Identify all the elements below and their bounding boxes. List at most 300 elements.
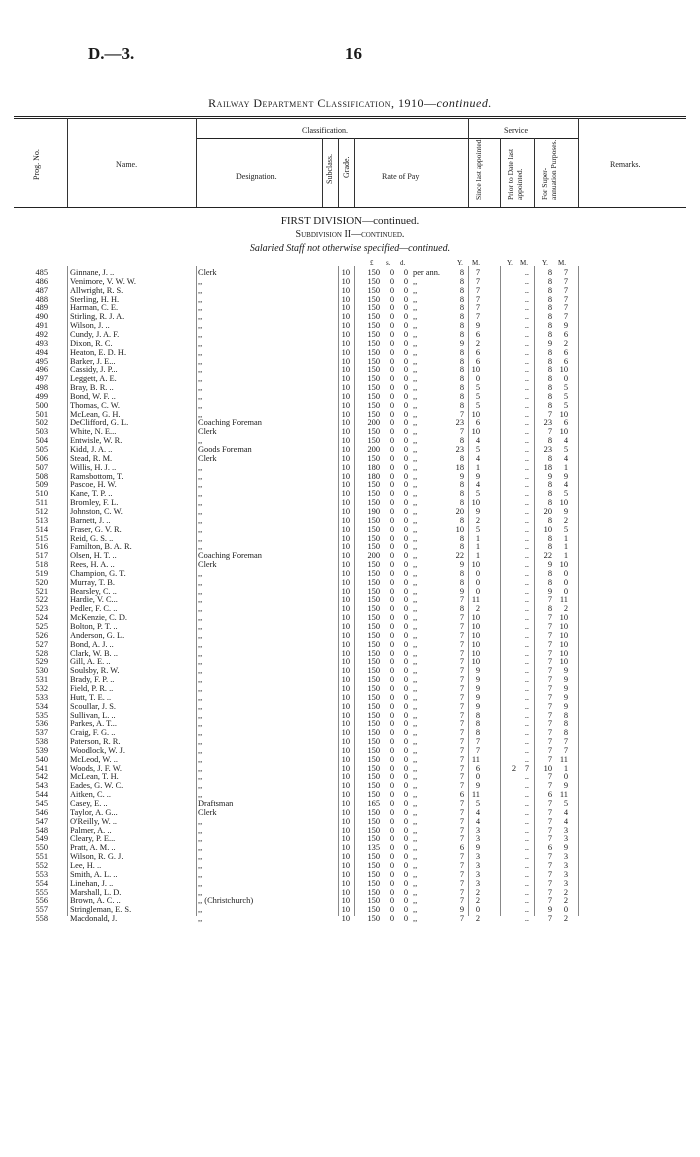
designation-cell: ,, — [198, 613, 203, 623]
super-months: 9 — [563, 692, 568, 702]
subclass-cell: 10 — [341, 710, 350, 720]
designation-cell: ,, — [198, 480, 203, 490]
designation-cell: ,, — [198, 630, 203, 640]
designation-cell: ,, — [198, 347, 203, 357]
name-cell: Allwright, R. S. — [70, 285, 124, 295]
pay-pounds: 150 — [367, 409, 380, 419]
pay-pence: 0 — [403, 285, 408, 295]
designation-cell: ,, — [198, 374, 203, 384]
pay-pence: 0 — [403, 887, 408, 897]
header-top-rule — [14, 116, 686, 117]
pay-period: ,, — [413, 710, 418, 720]
subclass-cell: 10 — [341, 816, 350, 826]
table-row — [0, 790, 700, 799]
pay-pounds: 150 — [367, 719, 380, 729]
since-years: 7 — [459, 683, 464, 693]
prog-no: 506 — [35, 453, 48, 463]
pay-shillings: 0 — [389, 427, 394, 437]
pay-pence: 0 — [403, 445, 408, 454]
since-years: 9 — [459, 905, 464, 915]
pay-pounds: 150 — [367, 400, 380, 410]
super-months: 8 — [563, 710, 568, 720]
pay-period: ,, — [413, 374, 418, 384]
super-years: 7 — [547, 878, 552, 888]
since-years: 7 — [459, 710, 464, 720]
since-months: 2 — [475, 896, 480, 906]
service-underline — [468, 138, 578, 139]
pay-pence: 0 — [403, 453, 408, 463]
prog-no: 541 — [35, 763, 48, 773]
pay-shillings: 0 — [389, 294, 394, 304]
subclass-cell: 10 — [341, 347, 350, 357]
since-months: 9 — [475, 471, 480, 481]
since-years: 23 — [455, 445, 464, 454]
pay-period: ,, — [413, 896, 418, 906]
subclass-cell: 10 — [341, 568, 350, 578]
prior-months: .. — [524, 374, 529, 384]
pay-pounds: 150 — [367, 577, 380, 587]
header-top-rule-2 — [14, 118, 686, 119]
since-years: 8 — [459, 604, 464, 614]
prog-no: 545 — [35, 799, 48, 808]
since-years: 7 — [459, 896, 464, 906]
pay-pence: 0 — [403, 400, 408, 410]
pay-shillings: 0 — [389, 595, 394, 605]
pay-shillings: 0 — [389, 321, 394, 331]
pay-period: ,, — [413, 914, 418, 924]
name-cell: Johnston, C. W. — [70, 506, 123, 516]
pay-period: ,, — [413, 480, 418, 490]
since-years: 8 — [459, 400, 464, 410]
subclass-cell: 10 — [341, 542, 350, 552]
designation-cell: ,, — [198, 524, 203, 534]
pay-pounds: 135 — [367, 843, 380, 853]
super-months: 7 — [563, 312, 568, 322]
name-cell: Cassidy, J. P... — [70, 365, 118, 375]
subclass-cell: 10 — [341, 524, 350, 534]
designation-cell: ,, — [198, 737, 203, 747]
subclass-cell: 10 — [341, 763, 350, 773]
hdr-vline-8 — [534, 138, 535, 207]
super-months: 8 — [563, 719, 568, 729]
prior-months: .. — [524, 471, 529, 481]
pay-pence: 0 — [403, 480, 408, 490]
designation-cell: ,, — [198, 586, 203, 596]
name-cell: Bray, B. R. .. — [70, 383, 114, 393]
table-row — [0, 631, 700, 640]
name-cell: Marshall, L. D. — [70, 887, 122, 897]
super-months: 4 — [563, 436, 568, 446]
subclass-cell: 10 — [341, 772, 350, 782]
designation-cell: ,, — [198, 639, 203, 649]
prior-months: .. — [524, 710, 529, 720]
prior-months: .. — [524, 692, 529, 702]
pay-pence: 0 — [403, 825, 408, 835]
pay-pounds: 150 — [367, 763, 380, 773]
super-years: 7 — [547, 595, 552, 605]
subclass-cell: 10 — [341, 551, 350, 561]
pay-shillings: 0 — [389, 568, 394, 578]
pay-pence: 0 — [403, 365, 408, 375]
prior-months: .. — [524, 329, 529, 339]
name-cell: Fraser, G. V. R. — [70, 524, 122, 534]
super-years: 7 — [547, 772, 552, 782]
since-years: 8 — [459, 276, 464, 286]
since-months: 9 — [475, 675, 480, 685]
pay-pounds: 150 — [367, 347, 380, 357]
pay-pence: 0 — [403, 498, 408, 508]
subclass-cell: 10 — [341, 790, 350, 800]
since-years: 7 — [459, 825, 464, 835]
table-row — [0, 357, 700, 366]
subclass-cell: 10 — [341, 276, 350, 286]
pay-shillings: 0 — [389, 772, 394, 782]
super-months: 2 — [563, 338, 568, 348]
super-years: 7 — [547, 737, 552, 747]
pay-period: ,, — [413, 745, 418, 755]
name-cell: Clark, W. B. .. — [70, 648, 118, 658]
prog-no: 539 — [35, 745, 48, 755]
pay-pence: 0 — [403, 268, 408, 277]
name-cell: Woodlock, W. J. — [70, 745, 125, 755]
subclass-cell: 10 — [341, 666, 350, 676]
hdr-vline-3 — [322, 138, 323, 207]
pay-pence: 0 — [403, 843, 408, 853]
table-row — [0, 427, 700, 436]
table-row — [0, 401, 700, 410]
super-months: 8 — [563, 728, 568, 738]
super-years: 7 — [547, 816, 552, 826]
designation-cell: ,, — [198, 719, 203, 729]
prog-no: 485 — [35, 268, 48, 277]
name-cell: Familton, B. A. R. — [70, 542, 132, 552]
table-row — [0, 321, 700, 330]
prior-months: .. — [524, 657, 529, 667]
prior-months: .. — [524, 613, 529, 623]
since-years: 8 — [459, 374, 464, 384]
since-years: 8 — [459, 347, 464, 357]
name-cell: Stringleman, E. S. — [70, 905, 132, 915]
designation-cell: Coaching Foreman — [198, 418, 262, 428]
super-months: 5 — [563, 383, 568, 393]
since-months: 10 — [471, 498, 480, 508]
prior-months: .. — [524, 400, 529, 410]
table-row — [0, 303, 700, 312]
subclass-cell: 10 — [341, 701, 350, 711]
pay-shillings: 0 — [389, 799, 394, 808]
pay-shillings: 0 — [389, 630, 394, 640]
prog-no: 534 — [35, 701, 48, 711]
designation-cell: ,, — [198, 604, 203, 614]
subclass-cell: 10 — [341, 648, 350, 658]
name-cell: Bond, A. J. .. — [70, 639, 114, 649]
pay-pounds: 150 — [367, 710, 380, 720]
designation-cell: ,, — [198, 781, 203, 791]
prog-no: 489 — [35, 303, 48, 313]
since-months: 7 — [475, 745, 480, 755]
name-cell: Craig, F. G. .. — [70, 728, 116, 738]
since-months: 6 — [475, 763, 480, 773]
designation-cell: ,, — [198, 905, 203, 915]
pay-period: ,, — [413, 347, 418, 357]
prog-no: 490 — [35, 312, 48, 322]
super-months: 0 — [563, 568, 568, 578]
pay-pence: 0 — [403, 356, 408, 366]
pay-shillings: 0 — [389, 657, 394, 667]
pay-pounds: 150 — [367, 790, 380, 800]
prog-no: 499 — [35, 391, 48, 401]
super-years: 8 — [547, 436, 552, 446]
super-years: 8 — [547, 312, 552, 322]
prior-months: .. — [524, 418, 529, 428]
table-row — [0, 817, 700, 826]
name-cell: Ramsbottom, T. — [70, 471, 124, 481]
prog-no: 515 — [35, 533, 48, 543]
since-months: 4 — [475, 807, 480, 817]
subclass-cell: 10 — [341, 329, 350, 339]
pay-period: ,, — [413, 763, 418, 773]
subclass-cell: 10 — [341, 613, 350, 623]
since-years: 8 — [459, 365, 464, 375]
pay-shillings: 0 — [389, 329, 394, 339]
prog-no: 498 — [35, 383, 48, 393]
designation-cell: ,, — [198, 338, 203, 348]
pay-pounds: 150 — [367, 613, 380, 623]
since-years: 8 — [459, 577, 464, 587]
pay-shillings: 0 — [389, 648, 394, 658]
designation-cell: ,, — [198, 675, 203, 685]
name-cell: Harman, C. E. — [70, 303, 119, 313]
prior-months: .. — [524, 453, 529, 463]
pay-pounds: 150 — [367, 542, 380, 552]
subclass-cell: 10 — [341, 383, 350, 393]
prog-no: 502 — [35, 418, 48, 428]
since-months: 2 — [475, 338, 480, 348]
super-months: 1 — [563, 763, 568, 773]
super-months: 7 — [563, 737, 568, 747]
super-years: 7 — [547, 648, 552, 658]
name-cell: Reid, G. S. .. — [70, 533, 114, 543]
name-cell: Ginnane, J. .. — [70, 268, 115, 277]
pay-pounds: 150 — [367, 436, 380, 446]
table-row — [0, 852, 700, 861]
since-years: 7 — [459, 613, 464, 623]
pay-pence: 0 — [403, 745, 408, 755]
since-years: 7 — [459, 799, 464, 808]
prior-months: .. — [524, 630, 529, 640]
prior-months: .. — [524, 524, 529, 534]
since-years: 8 — [459, 436, 464, 446]
name-cell: Bolton, P. T. .. — [70, 622, 118, 631]
super-months: 7 — [563, 276, 568, 286]
prior-months: .. — [524, 701, 529, 711]
since-years: 8 — [459, 533, 464, 543]
table-row — [0, 480, 700, 489]
table-row — [0, 595, 700, 604]
prog-no: 556 — [35, 896, 48, 906]
super-years: 10 — [543, 524, 552, 534]
super-months: 1 — [563, 551, 568, 561]
prior-months: .. — [524, 887, 529, 897]
since-years: 9 — [459, 338, 464, 348]
pay-pence: 0 — [403, 719, 408, 729]
pay-shillings: 0 — [389, 418, 394, 428]
name-cell: Pratt, A. M. .. — [70, 843, 116, 853]
name-cell: Scoullar, J. S. — [70, 701, 116, 711]
designation-cell: Clerk — [198, 560, 217, 570]
pay-pence: 0 — [403, 613, 408, 623]
name-cell: Lee, H. .. — [70, 860, 102, 870]
pay-shillings: 0 — [389, 675, 394, 685]
prior-months: .. — [524, 869, 529, 879]
table-row — [0, 295, 700, 304]
prog-no: 537 — [35, 728, 48, 738]
table-row — [0, 693, 700, 702]
since-months: 0 — [475, 577, 480, 587]
pay-period: ,, — [413, 436, 418, 446]
pay-pence: 0 — [403, 834, 408, 844]
pay-shillings: 0 — [389, 719, 394, 729]
super-months: 0 — [563, 586, 568, 596]
table-row — [0, 516, 700, 525]
name-cell: Willis, H. J. .. — [70, 462, 117, 472]
header-classification: Classification. — [302, 126, 348, 135]
name-cell: Heaton, E. D. H. — [70, 347, 127, 357]
designation-cell: ,, — [198, 383, 203, 393]
unit-d: d. — [400, 259, 406, 267]
since-months: 7 — [475, 312, 480, 322]
since-years: 8 — [459, 285, 464, 295]
super-years: 8 — [547, 542, 552, 552]
since-months: 6 — [475, 347, 480, 357]
since-years: 20 — [455, 506, 464, 516]
pay-pounds: 150 — [367, 604, 380, 614]
super-months: 2 — [563, 896, 568, 906]
since-months: 7 — [475, 276, 480, 286]
pay-period: ,, — [413, 825, 418, 835]
subclass-cell: 10 — [341, 498, 350, 508]
since-years: 7 — [459, 630, 464, 640]
table-row — [0, 870, 700, 879]
pay-shillings: 0 — [389, 887, 394, 897]
pay-pence: 0 — [403, 586, 408, 596]
pay-pence: 0 — [403, 622, 408, 631]
since-months: 3 — [475, 825, 480, 835]
super-months: 3 — [563, 852, 568, 862]
pay-pence: 0 — [403, 542, 408, 552]
pay-shillings: 0 — [389, 622, 394, 631]
pay-pounds: 150 — [367, 312, 380, 322]
super-years: 8 — [547, 303, 552, 313]
since-months: 1 — [475, 551, 480, 561]
pay-shillings: 0 — [389, 551, 394, 561]
prior-months: .. — [524, 347, 529, 357]
super-years: 7 — [547, 825, 552, 835]
pay-pence: 0 — [403, 321, 408, 331]
designation-cell: ,, — [198, 595, 203, 605]
running-title — [0, 96, 700, 111]
prior-months: .. — [524, 860, 529, 870]
prior-months: .. — [524, 639, 529, 649]
pay-shillings: 0 — [389, 383, 394, 393]
since-years: 7 — [459, 781, 464, 791]
pay-period: ,, — [413, 303, 418, 313]
prior-months: 7 — [524, 763, 529, 773]
super-months: 2 — [563, 515, 568, 525]
name-cell: DeClifford, G. L. — [70, 418, 129, 428]
super-years: 8 — [547, 489, 552, 499]
pay-period: ,, — [413, 276, 418, 286]
pay-pence: 0 — [403, 329, 408, 339]
name-cell: Leggett, A. E. — [70, 374, 117, 384]
pay-pounds: 150 — [367, 878, 380, 888]
pay-pounds: 150 — [367, 754, 380, 764]
name-cell: Barker, J. E... — [70, 356, 116, 366]
pay-period: ,, — [413, 852, 418, 862]
pay-pounds: 150 — [367, 560, 380, 570]
prog-no: 513 — [35, 515, 48, 525]
pay-shillings: 0 — [389, 666, 394, 676]
subclass-cell: 10 — [341, 436, 350, 446]
subclass-cell: 10 — [341, 737, 350, 747]
designation-cell: ,, — [198, 763, 203, 773]
subclass-cell: 10 — [341, 754, 350, 764]
super-months: 1 — [563, 462, 568, 472]
super-years: 8 — [547, 356, 552, 366]
subclass-cell: 10 — [341, 905, 350, 915]
classification-underline — [196, 138, 468, 139]
prior-months: .. — [524, 268, 529, 277]
super-months: 4 — [563, 453, 568, 463]
subclass-cell: 10 — [341, 462, 350, 472]
pay-pence: 0 — [403, 276, 408, 286]
table-row — [0, 737, 700, 746]
header-remarks: Remarks. — [610, 160, 641, 169]
super-years: 8 — [547, 391, 552, 401]
pay-pence: 0 — [403, 781, 408, 791]
prog-no: 519 — [35, 568, 48, 578]
since-years: 8 — [459, 480, 464, 490]
pay-pounds: 190 — [367, 506, 380, 516]
pay-pounds: 150 — [367, 365, 380, 375]
subclass-cell: 10 — [341, 427, 350, 437]
prog-no: 491 — [35, 321, 48, 331]
super-years: 8 — [547, 365, 552, 375]
subclass-cell: 10 — [341, 586, 350, 596]
designation-cell: ,, — [198, 400, 203, 410]
designation-cell: ,, — [198, 321, 203, 331]
name-cell: Entwisle, W. R. — [70, 436, 123, 446]
super-years: 8 — [547, 268, 552, 277]
designation-cell: ,, — [198, 577, 203, 587]
name-cell: Venimore, V. W. W. — [70, 276, 136, 286]
super-months: 7 — [563, 285, 568, 295]
pay-shillings: 0 — [389, 905, 394, 915]
pay-period: ,, — [413, 409, 418, 419]
pay-pounds: 150 — [367, 374, 380, 384]
subclass-cell: 10 — [341, 745, 350, 755]
prog-no: 547 — [35, 816, 48, 826]
super-months: 2 — [563, 914, 568, 924]
since-months: 3 — [475, 860, 480, 870]
pay-pence: 0 — [403, 772, 408, 782]
table-row — [0, 463, 700, 472]
subclass-cell: 10 — [341, 825, 350, 835]
pay-period: ,, — [413, 560, 418, 570]
table-row — [0, 808, 700, 817]
subclass-cell: 10 — [341, 480, 350, 490]
pay-shillings: 0 — [389, 843, 394, 853]
